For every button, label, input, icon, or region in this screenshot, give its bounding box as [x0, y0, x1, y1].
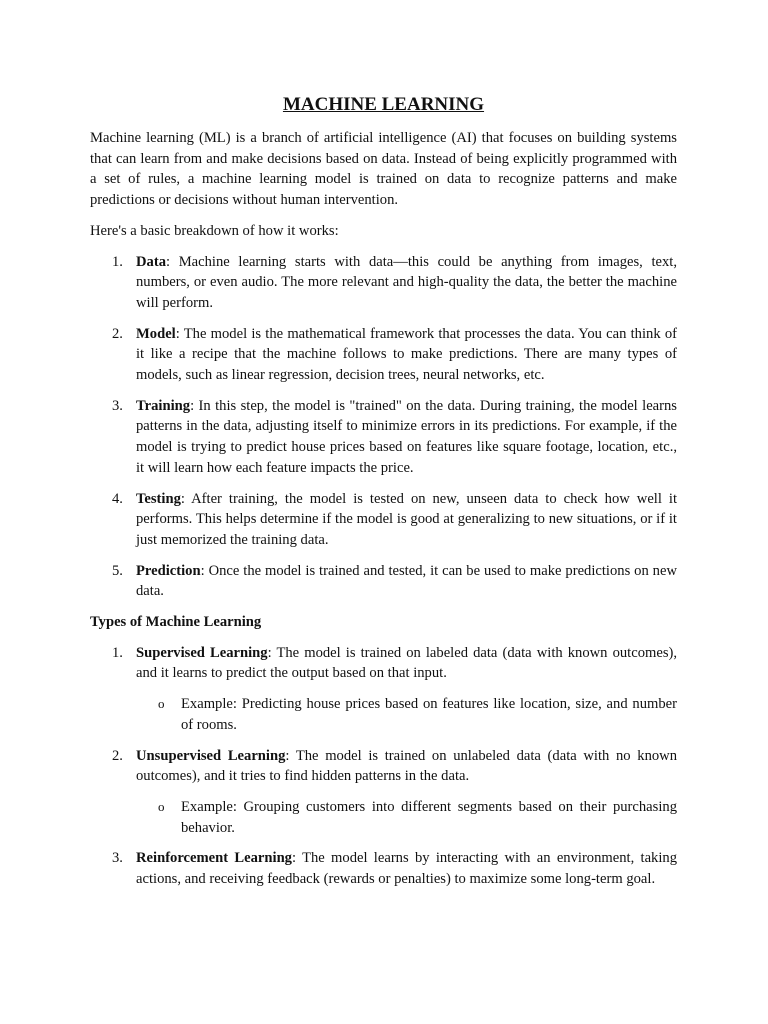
- list-term: Unsupervised Learning: [136, 747, 286, 764]
- example-item: [136, 694, 677, 735]
- list-item: [90, 396, 677, 479]
- list-number: 3.: [112, 397, 123, 414]
- list-term: Supervised Learning: [136, 644, 268, 661]
- intro-paragraph: Machine learning (ML) is a branch of artificial intelligence (AI) that focuses on building systems that can learn from and make decisions based on data. Instead of being explicitly programmed with a set of rules, a machine learning model is trained on data to recognize patterns and make predictions or decisions without human intervention.: [90, 130, 677, 209]
- bullet-marker: o: [158, 798, 165, 814]
- list-number: 1.: [112, 644, 123, 661]
- types-heading: Types of Machine Learning: [90, 614, 262, 631]
- breakdown-lead: Here's a basic breakdown of how it works:: [90, 222, 339, 239]
- list-term: Reinforcement Learning: [136, 850, 292, 867]
- list-item: [90, 848, 677, 889]
- list-number: 4.: [112, 490, 123, 507]
- list-item: [90, 489, 677, 551]
- list-item: [90, 324, 677, 386]
- list-text: : The model learns by interacting with an environment, taking actions, and receiving feedback (rewards or penalties) to maximize some long-term goal.: [136, 850, 677, 888]
- list-item: [90, 561, 677, 602]
- list-number: 5.: [112, 562, 123, 579]
- list-item: [90, 252, 677, 314]
- list-number: 2.: [112, 747, 123, 764]
- steps-list: [90, 252, 677, 603]
- list-number: 2.: [112, 325, 123, 342]
- list-number: 3.: [112, 850, 123, 867]
- list-text: : Machine learning starts with data—this could be anything from images, text, numbers, or even audio. The more relevant and high-quality the data, the better the machine will perform.: [136, 253, 677, 311]
- example-text: Example: Grouping customers into different segments based on their purchasing behavior.: [181, 798, 677, 836]
- list-text: : In this step, the model is "trained" on the data. During training, the model learns patterns in the data, adjusting itself to minimize errors in its predictions. For example, if the model is trying to predict house prices based on features like square footage, location, etc., it will learn how each feature impacts the price.: [136, 397, 677, 476]
- example-list: [136, 694, 677, 735]
- list-item: [90, 643, 677, 736]
- bullet-marker: o: [158, 696, 165, 712]
- example-list: [136, 797, 677, 838]
- list-text: : The model is trained on labeled data (data with known outcomes), and it learns to predict the output based on that input.: [136, 644, 678, 682]
- list-text: : The model is trained on unlabeled data (data with no known outcomes), and it tries to find hidden patterns in the data.: [136, 747, 677, 785]
- list-item: [90, 746, 677, 839]
- document-page: [90, 92, 677, 900]
- example-text: Example: Predicting house prices based on features like location, size, and number of rooms.: [181, 696, 677, 733]
- list-term: Training: [136, 397, 191, 414]
- list-term: Model: [136, 325, 176, 342]
- document-title: MACHINE LEARNING: [282, 94, 485, 115]
- types-list: [90, 643, 677, 890]
- example-item: [136, 797, 677, 838]
- list-number: 1.: [112, 253, 123, 270]
- list-text: : The model is the mathematical framework that processes the data. You can think of it like a recipe that the machine follows to make predictions. There are many types of models, such as linear regression, decision trees, neural networks, etc.: [136, 325, 677, 384]
- list-term: Testing: [136, 490, 181, 507]
- list-text: : After training, the model is tested on new, unseen data to check how well it performs. This helps determine if the model is good at generalizing to new situations, or if it just memorized the training data.: [136, 490, 677, 548]
- list-term: Data: [136, 253, 166, 270]
- list-text: : Once the model is trained and tested, it can be used to make predictions on new data.: [136, 562, 677, 600]
- list-term: Prediction: [136, 562, 201, 579]
